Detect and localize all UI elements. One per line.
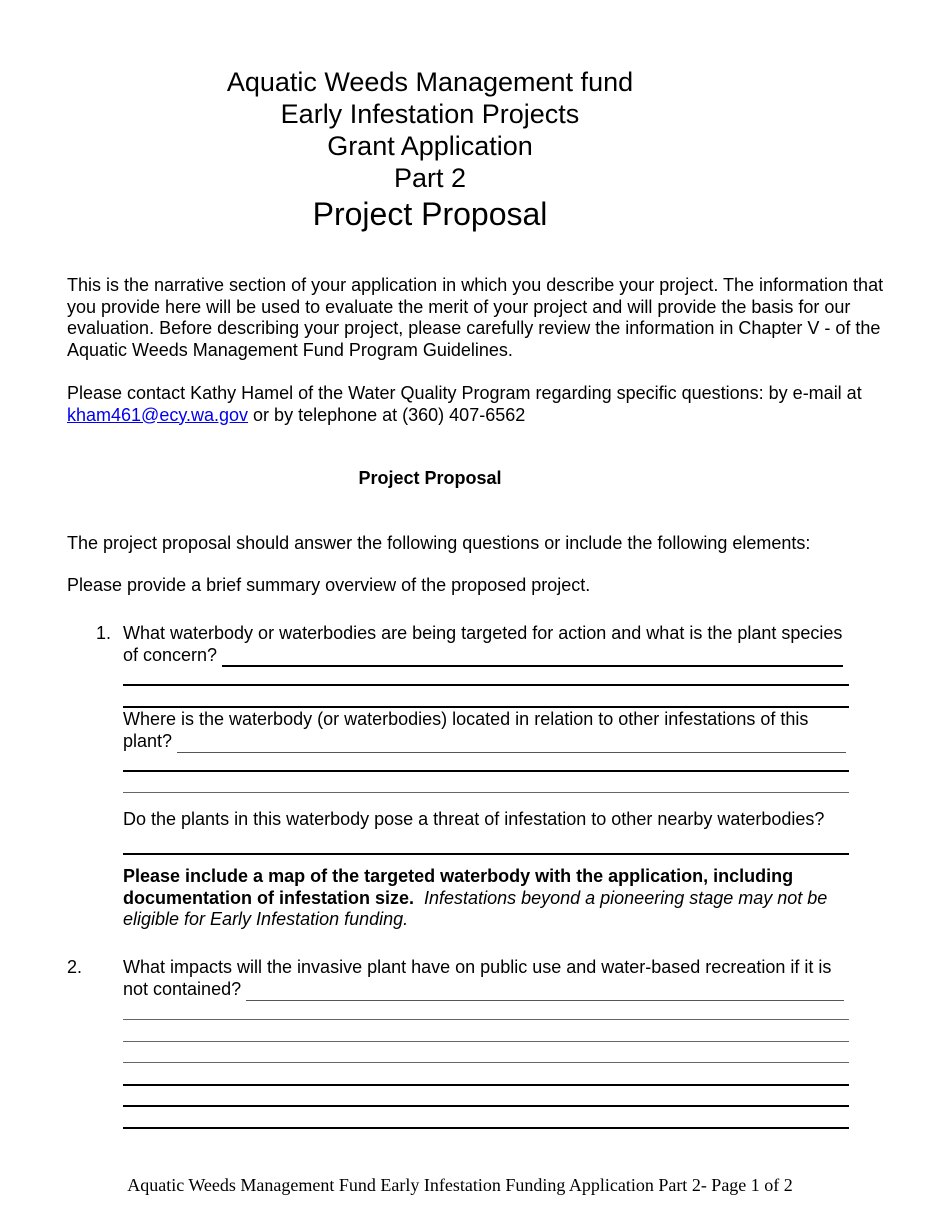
question2-answer-line-7[interactable] (123, 1127, 849, 1129)
question1-sub2-text: Do the plants in this waterbody pose a threat of infestation to other nearby waterbodies? (123, 809, 825, 829)
question1-sub1-text-b-row (123, 731, 849, 753)
phone-text: or by telephone at (360) 407-6562 (253, 404, 526, 425)
question2-answer-line[interactable] (246, 982, 844, 1001)
section-heading: Project Proposal (358, 468, 502, 488)
question1-text-a: What waterbody or waterbodies are being targeted for action and what is the plant species (123, 623, 843, 643)
question2-answer-line-5[interactable] (123, 1084, 849, 1086)
question2-answer-line-4[interactable] (123, 1062, 849, 1063)
title-projects: Early Infestation Projects (280, 99, 580, 129)
question1-text-b-row (123, 645, 849, 667)
question1-text-b: of concern? (123, 645, 218, 665)
title-part: Part 2 (393, 163, 467, 193)
email-link[interactable]: kham461@ecy.wa.gov (67, 404, 249, 425)
question1-note-italic: Infestations beyond a pioneering stage may not be eligible for Early Infestation funding. (123, 887, 828, 929)
question1-sub1-answer-line-2[interactable] (123, 770, 849, 772)
title-proposal: Project Proposal (312, 196, 548, 232)
question2-number: 2. (67, 957, 83, 977)
contact-text: Please contact Kathy Hamel of the Water Quality Program regarding specific questions: by e-mail at (67, 383, 862, 403)
question1-number: 1. (96, 623, 112, 643)
title-fund: Aquatic Weeds Management fund (226, 67, 634, 97)
question1-answer-line-3[interactable] (123, 706, 849, 708)
question1-sub1-text-b: plant? (123, 731, 173, 751)
question1-sub1-answer-line-3[interactable] (123, 792, 849, 793)
intro-paragraph: This is the narrative section of your application in which you describe your project. The information that you provide here will be used to evaluate the merit of your project and will provide the basis for our evaluation. Before describing your project, please carefully review the information in Chapter V - of the Aquatic Weeds Management Fund Program Guidelines. (67, 275, 884, 360)
question2-text-a: What impacts will the invasive plant have on public use and water-based recreation if it is (123, 957, 832, 977)
question1-answer-line[interactable] (222, 647, 843, 667)
instructions-line2: Please provide a brief summary overview of the proposed project. (67, 575, 591, 595)
question1-sub1-answer-line[interactable] (177, 734, 846, 753)
question1-sub2-answer-line[interactable] (123, 853, 849, 855)
question1-note (123, 866, 868, 931)
question1-answer-line-2[interactable] (123, 684, 849, 686)
question2-answer-line-2[interactable] (123, 1019, 849, 1020)
question1-note-bold: Please include a map of the targeted waterbody with the application, including documentation of infestation size. (123, 866, 794, 908)
title-block (0, 66, 860, 233)
page-footer: Aquatic Weeds Management Fund Early Infestation Funding Application Part 2- Page 1 of 2 (127, 1175, 793, 1195)
question1-sub1-text-a: Where is the waterbody (or waterbodies) located in relation to other infestations of this (123, 709, 809, 729)
contact-paragraph (67, 383, 897, 426)
question2-text-b: not contained? (123, 979, 242, 999)
question2-answer-line-3[interactable] (123, 1041, 849, 1042)
question2-text-b-row (123, 979, 849, 1001)
instructions-line1: The project proposal should answer the following questions or include the following elements: (67, 533, 811, 553)
question2-answer-line-6[interactable] (123, 1105, 849, 1107)
title-grant: Grant Application (327, 131, 533, 161)
